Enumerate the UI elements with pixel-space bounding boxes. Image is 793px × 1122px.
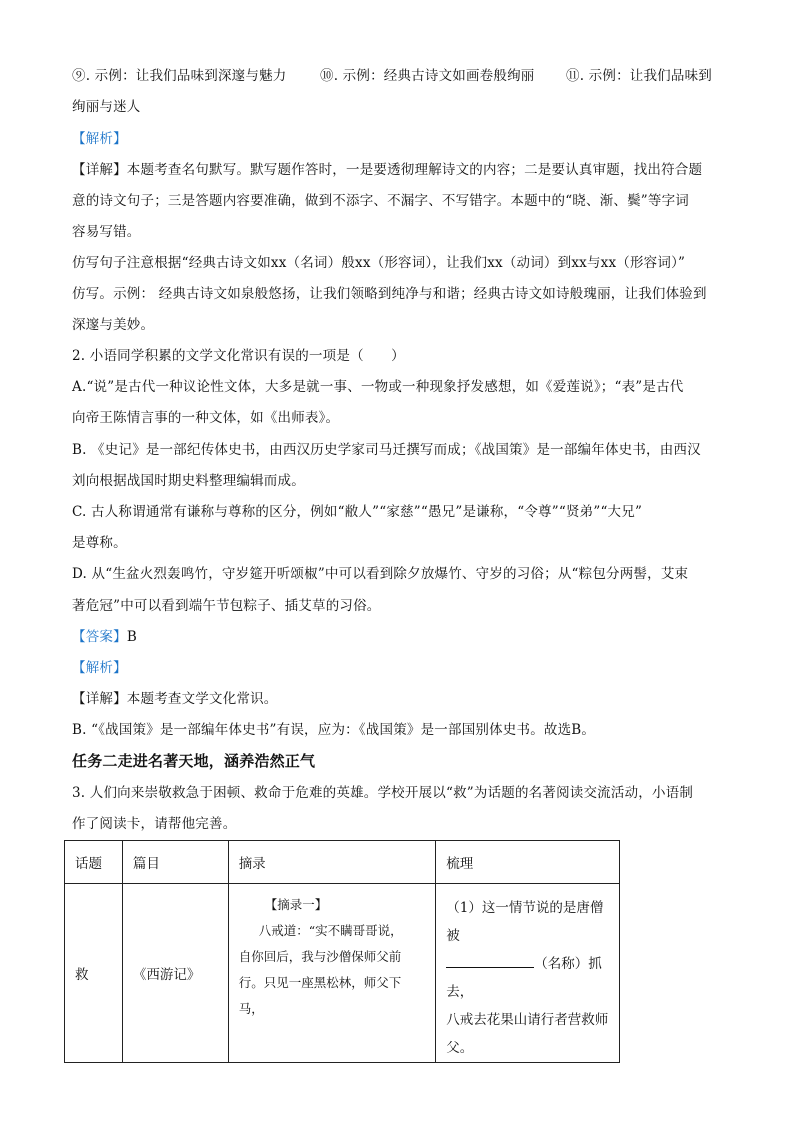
analysis-label-2: 【解析】 (72, 660, 127, 676)
example-10: ⑩. 示例：经典古诗文如画卷般绚丽 (320, 68, 535, 84)
option-c-cont: 是尊称。 (72, 535, 127, 551)
analysis-label: 【解析】 (72, 131, 127, 147)
detail-line-2: 【详解】本题考查文学文化常识。 (72, 691, 278, 707)
detail-line: 仿写。示例： 经典古诗文如泉般悠扬，让我们领略到纯净与和谐；经典古诗文如诗般瑰丽，让我们体验到 (72, 286, 707, 302)
cell-notes (436, 884, 620, 1063)
header-notes: 梳理 (436, 841, 620, 884)
fill-blank[interactable] (446, 953, 534, 968)
option-c: C. 古人称谓通常有谦称与尊称的区分，例如“敝人”“家慈”“愚兄”是谦称，“令尊”“贤弟”“大兄” (72, 504, 643, 520)
excerpt-line: 行。只见一座黑松林，师父下马， (238, 975, 402, 1016)
excerpt-label: 【摘录一】 (264, 897, 328, 912)
option-b: B. 《史记》是一部纪传体史书，由西汉历史学家司马迁撰写而成；《战国策》是一部编年体史书，由西汉 (72, 442, 701, 458)
detail-line-3: B. “《战国策》是一部编年体史书”有误，应为：《战国策》是一部国别体史书。故选B。 (72, 722, 596, 738)
detail-line: 深邃与美妙。 (72, 317, 155, 333)
answer-value: B (126, 629, 137, 645)
header-title: 篇目 (122, 841, 228, 884)
option-d: D. 从“生盆火烈轰鸣竹，守岁筵开听颂椒”中可以看到除夕放爆竹、守岁的习俗；从“粽包分两髻，艾束 (72, 566, 689, 582)
cell-excerpt (228, 884, 436, 1063)
option-d-cont: 著危冠”中可以看到端午节包粽子、插艾草的习俗。 (72, 598, 381, 614)
detail-line: 仿写句子注意根据“经典古诗文如xx（名词）般xx（形容词），让我们xx（动词）到xx与xx（形容词）” (72, 255, 686, 271)
notes-line: 八戒去花果山请行者营救师 (446, 1012, 609, 1028)
excerpt-line: 自你回后，我与沙僧保师父前 (238, 949, 402, 964)
question-2-stem: 2. 小语同学积累的文学文化常识有误的一项是（ ） (72, 348, 405, 364)
table-header-row (65, 841, 620, 884)
task-2-heading: 任务二走进名著天地，涵养浩然正气 (72, 752, 316, 770)
cell-title: 《西游记》 (122, 884, 228, 1063)
cell-topic: 救 (65, 884, 123, 1063)
notes-line: （1）这一情节说的是唐僧被 (446, 900, 604, 944)
header-topic: 话题 (65, 841, 123, 884)
table-row (65, 884, 620, 1063)
detail-line: 【详解】本题考查名句默写。默写题作答时，一是要透彻理解诗文的内容；二是要认真审题，找出符合题 (72, 162, 703, 178)
example-11-continued: 绚丽与迷人 (72, 99, 141, 115)
detail-line: 意的诗文句子；三是答题内容要准确，做到不添字、不漏字、不写错字。本题中的“晓、渐、鬓”等字词 (72, 193, 690, 209)
question-3-line-1: 3. 人们向来崇敬救急于困顿、救命于危难的英雄。学校开展以“救”为话题的名著阅读交流活动，小语制 (72, 785, 694, 801)
header-excerpt: 摘录 (228, 841, 436, 884)
question-3-line-2: 作了阅读卡，请帮他完善。 (72, 816, 237, 832)
answer-line (72, 627, 137, 647)
detail-line: 容易写错。 (72, 224, 141, 240)
option-a: A.“说”是古代一种议论性文体，大多是就一事、一物或一种现象抒发感想，如《爱莲说》；“表”是古代 (72, 379, 684, 395)
example-11: ⑪. 示例：让我们品味到 (566, 68, 712, 84)
reading-card-table (64, 840, 620, 1063)
notes-line (446, 950, 609, 1006)
option-a-cont: 向帝王陈情言事的一种文体，如《出师表》。 (72, 410, 340, 426)
excerpt-line: 八戒道：“实不瞒哥哥说， (258, 923, 403, 938)
notes-line: 父。 (446, 1040, 474, 1056)
notes-suffix: （名称）抓去， (446, 956, 602, 1000)
option-b-cont: 刘向根据战国时期史料整理编辑而成。 (72, 473, 305, 489)
example-9: ⑨. 示例：让我们品味到深邃与魅力 (72, 68, 287, 84)
answer-label: 【答案】 (72, 629, 127, 645)
